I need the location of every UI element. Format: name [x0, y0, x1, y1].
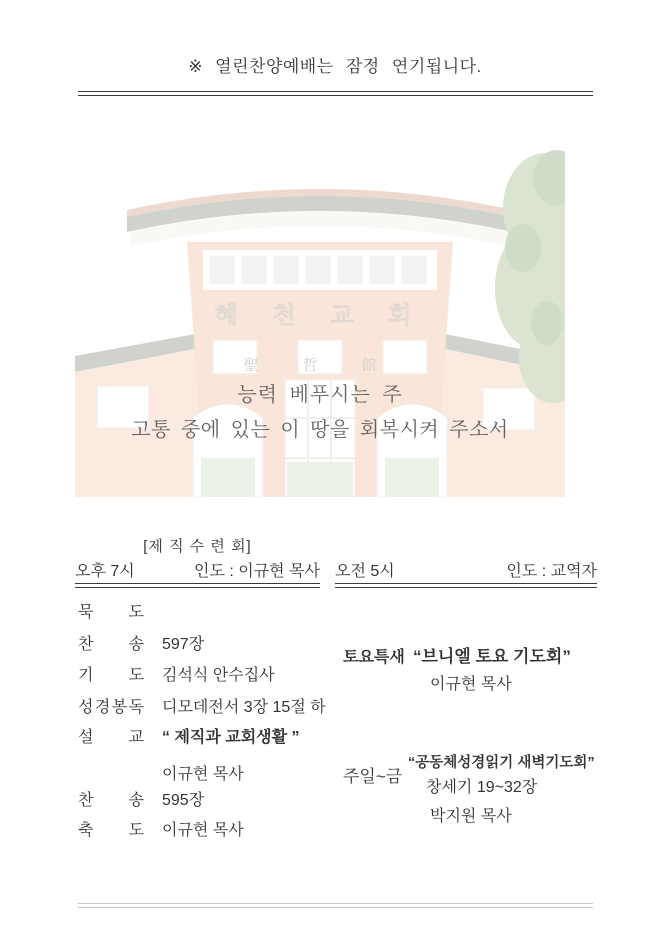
building-subsign-text: 聖 哲 館: [243, 357, 397, 374]
top-divider: [78, 91, 593, 96]
service-row-sermon: 설 교 “ 제직과 교회생활 ”: [78, 729, 300, 746]
service-row-chansong1: 찬 송 597장: [78, 636, 205, 653]
photo-overlay-line1: 능력 베푸시는 주: [237, 384, 403, 406]
left-section-title: [제 직 수 련 회]: [143, 538, 252, 555]
weekday-dawn-title: “공동체성경읽기 새벽기도회”: [408, 755, 595, 771]
left-section-leader: 인도 : 이규현 목사: [194, 563, 320, 580]
weekday-dawn-label: 주일~금: [343, 767, 403, 786]
weekday-dawn-preacher: 박지원 목사: [430, 808, 512, 825]
saturday-special-label: 토요특새: [343, 649, 405, 666]
service-row-scripture: 성 경 봉 독 디모데전서 3장 15절 하: [78, 699, 326, 716]
saturday-special-preacher: 이규현 목사: [430, 676, 512, 693]
church-photo: [75, 118, 565, 497]
right-section-time: 오전 5시: [335, 563, 395, 580]
left-column-divider: [75, 583, 320, 588]
service-row-chansong2: 찬 송 595장: [78, 792, 205, 809]
bottom-divider: [78, 903, 593, 908]
sermon-preacher: 이규현 목사: [162, 766, 244, 783]
service-row-benediction: 축 도 이규현 목사: [78, 822, 244, 839]
photo-overlay-line2: 고통 중에 있는 이 땅을 회복시켜 주소서: [131, 419, 509, 441]
right-section-header: [335, 558, 597, 581]
left-section-time: 오후 7시: [75, 563, 135, 580]
service-row-mukdo: 묵 도: [78, 604, 144, 621]
notice-text: ※ 열린찬양예배는 잠정 연기됩니다.: [188, 57, 482, 76]
right-section-leader: 인도 : 교역자: [506, 563, 597, 580]
building-sign-text: 혜 천 교 회: [214, 302, 426, 329]
right-column-divider: [335, 583, 597, 588]
left-section-header: [75, 558, 320, 581]
weekday-dawn-passage: 창세기 19~32장: [426, 779, 538, 796]
service-row-gido: 기 도 김석식 안수집사: [78, 667, 275, 684]
saturday-special-title: “브니엘 토요 기도회”: [413, 647, 571, 666]
